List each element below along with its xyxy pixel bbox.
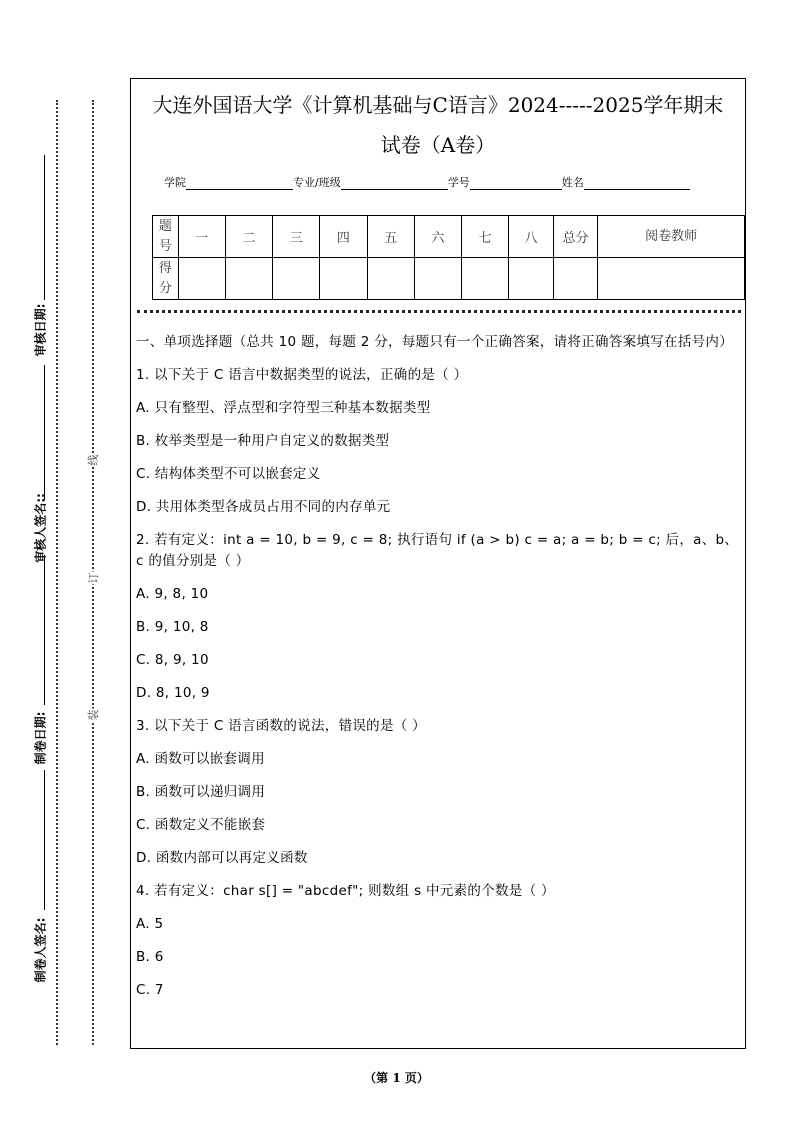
score-cell[interactable] <box>598 258 745 300</box>
college-label: 学院 <box>164 176 186 189</box>
option: D. 函数内部可以再定义函数 <box>136 850 308 866</box>
score-cell[interactable] <box>178 258 225 300</box>
score-cell[interactable] <box>553 258 598 300</box>
column-header: 七 <box>461 216 508 258</box>
column-header: 总分 <box>553 216 598 258</box>
column-header: 八 <box>509 216 554 258</box>
signature-line <box>44 365 45 500</box>
name-field[interactable] <box>584 177 690 190</box>
page-number: （第 1 页） <box>364 1071 429 1085</box>
signature-line <box>44 155 45 300</box>
question-2: 2. 若有定义：int a = 10, b = 9, c = 8; 执行语句 if (a > b) c = a; a = b; b = c; 后，a、b、c 的值分别是（ ） <box>136 532 739 569</box>
signature-line <box>44 770 45 910</box>
column-header: 五 <box>367 216 414 258</box>
option: C. 8, 9, 10 <box>136 652 209 668</box>
option: A. 只有整型、浮点型和字符型三种基本数据类型 <box>136 400 431 416</box>
score-row-header: 得分 <box>153 258 179 300</box>
cut-dotted-line <box>137 310 741 313</box>
option: C. 结构体类型不可以嵌套定义 <box>136 466 321 482</box>
section-heading: 一、单项选择题（总共 10 题，每题 2 分，每题只有一个正确答案，请将正确答案填写在括号内） <box>136 334 734 350</box>
column-header: 二 <box>225 216 272 258</box>
column-header: 六 <box>414 216 461 258</box>
score-table <box>152 215 745 300</box>
question-list <box>136 332 740 1013</box>
option: C. 函数定义不能嵌套 <box>136 817 266 833</box>
score-cell[interactable] <box>461 258 508 300</box>
score-cell[interactable] <box>367 258 414 300</box>
option: B. 枚举类型是一种用户自定义的数据类型 <box>136 433 390 449</box>
score-cell[interactable] <box>225 258 272 300</box>
exam-title: 大连外国语大学《计算机基础与C语言》2024-----2025学年期末 <box>152 93 724 117</box>
reviewer-signature-label: 审核人签名:: <box>33 493 48 563</box>
option: C. 7 <box>136 982 164 998</box>
binding-mark: 订 <box>87 572 100 584</box>
column-header: 三 <box>273 216 320 258</box>
binding-dotted-line-outer <box>56 100 58 1045</box>
option: A. 9, 8, 10 <box>136 586 209 602</box>
option: B. 9, 10, 8 <box>136 619 209 635</box>
option: A. 5 <box>136 916 164 932</box>
option: D. 共用体类型各成员占用不同的内存单元 <box>136 499 391 515</box>
question-1: 1. 以下关于 C 语言中数据类型的说法，正确的是（ ） <box>136 367 468 383</box>
option: B. 6 <box>136 949 164 965</box>
binding-mark: 装 <box>87 709 100 721</box>
option: D. 8, 10, 9 <box>136 685 210 701</box>
question-3: 3. 以下关于 C 语言函数的说法，错误的是（ ） <box>136 718 426 734</box>
score-cell[interactable] <box>273 258 320 300</box>
question-number-header: 题号 <box>153 216 179 258</box>
paper-date-label: 制卷日期: <box>33 711 48 765</box>
student-info <box>164 174 690 190</box>
signature-line <box>44 555 45 705</box>
score-cell[interactable] <box>320 258 367 300</box>
paper-maker-signature-label: 制卷人签名: <box>33 917 48 983</box>
binding-mark: 线 <box>87 454 100 466</box>
question-4: 4. 若有定义：char s[] = "abcdef"; 则数组 s 中元素的个数是（ ） <box>136 883 555 899</box>
option: A. 函数可以嵌套调用 <box>136 751 265 767</box>
column-header: 四 <box>320 216 367 258</box>
review-date-label: 审核日期: <box>33 303 48 357</box>
student-id-field[interactable] <box>470 177 562 190</box>
name-label: 姓名 <box>561 176 584 189</box>
score-cell[interactable] <box>414 258 461 300</box>
student-id-label: 学号 <box>447 176 470 189</box>
exam-frame <box>130 78 746 1049</box>
major-class-field[interactable] <box>341 177 448 190</box>
exam-subtitle: 试卷（A卷） <box>380 133 496 157</box>
major-class-label: 专业/班级 <box>293 176 341 189</box>
score-cell[interactable] <box>509 258 554 300</box>
column-header: 阅卷教师 <box>598 216 745 258</box>
option: B. 函数可以递归调用 <box>136 784 266 800</box>
column-header: 一 <box>178 216 225 258</box>
college-field[interactable] <box>186 177 293 190</box>
